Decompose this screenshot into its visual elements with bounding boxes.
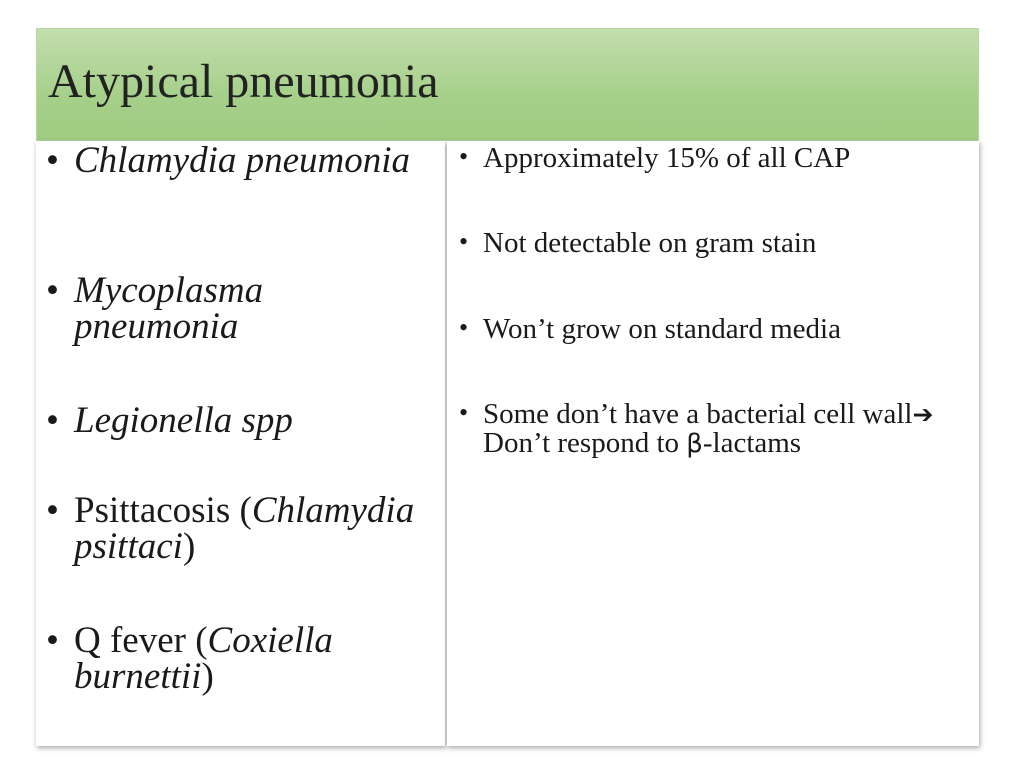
list-item-text-plain: Psittacosis ( (74, 490, 252, 531)
list-item-gram-stain (459, 229, 959, 257)
bullet-icon: • (46, 620, 59, 661)
list-item-text-plain: -lactams (702, 427, 802, 459)
list-item-text-plain: ) (182, 526, 196, 567)
right-arrow-icon: ➔ (912, 400, 934, 429)
list-item-text-plain: Some don’t have a bacterial cell wall (483, 398, 913, 430)
list-item-standard-media (459, 315, 959, 343)
slide-title: Atypical pneumonia (48, 55, 439, 108)
bullet-icon: • (459, 142, 469, 171)
bullet-icon: • (46, 490, 59, 531)
left-content-panel (36, 141, 445, 746)
list-item-chlamydia-pneumonia (46, 140, 436, 181)
list-item-text: Mycoplasma pneumonia (74, 270, 264, 347)
list-item-psittacosis (46, 490, 436, 567)
list-item-mycoplasma-pneumonia (46, 270, 436, 347)
bullet-icon: • (459, 398, 469, 427)
list-item-text-plain: Q fever ( (74, 620, 208, 661)
list-item-text: Approximately 15% of all CAP (483, 142, 851, 174)
bullet-icon: • (459, 227, 469, 256)
list-item-text: Legionella spp (74, 400, 293, 441)
bullet-icon: • (459, 313, 469, 342)
list-item-text (46, 620, 436, 697)
bullet-icon: • (46, 270, 59, 311)
slide-title-bar (36, 28, 979, 141)
right-content-panel (447, 141, 979, 746)
list-item-prevalence (459, 144, 959, 172)
list-item-text (46, 490, 436, 567)
bullet-icon: • (46, 400, 59, 441)
list-item-q-fever (46, 620, 436, 697)
list-item-text-italic: Coxiella burnettii (74, 620, 333, 697)
list-item-text: Won’t grow on standard media (483, 313, 841, 345)
list-item-text-plain: Don’t respond to (483, 427, 687, 459)
list-item-text: Chlamydia pneumonia (74, 140, 411, 181)
list-item-text: Not detectable on gram stain (483, 227, 817, 259)
beta-symbol: β (686, 429, 703, 459)
list-item-text-italic: Chlamydia psittaci (74, 490, 415, 567)
list-item-text-plain: ) (201, 656, 214, 697)
list-item-legionella (46, 400, 436, 441)
bullet-icon: • (46, 140, 59, 181)
list-item-cell-wall (459, 400, 959, 458)
list-item-text (459, 400, 959, 458)
